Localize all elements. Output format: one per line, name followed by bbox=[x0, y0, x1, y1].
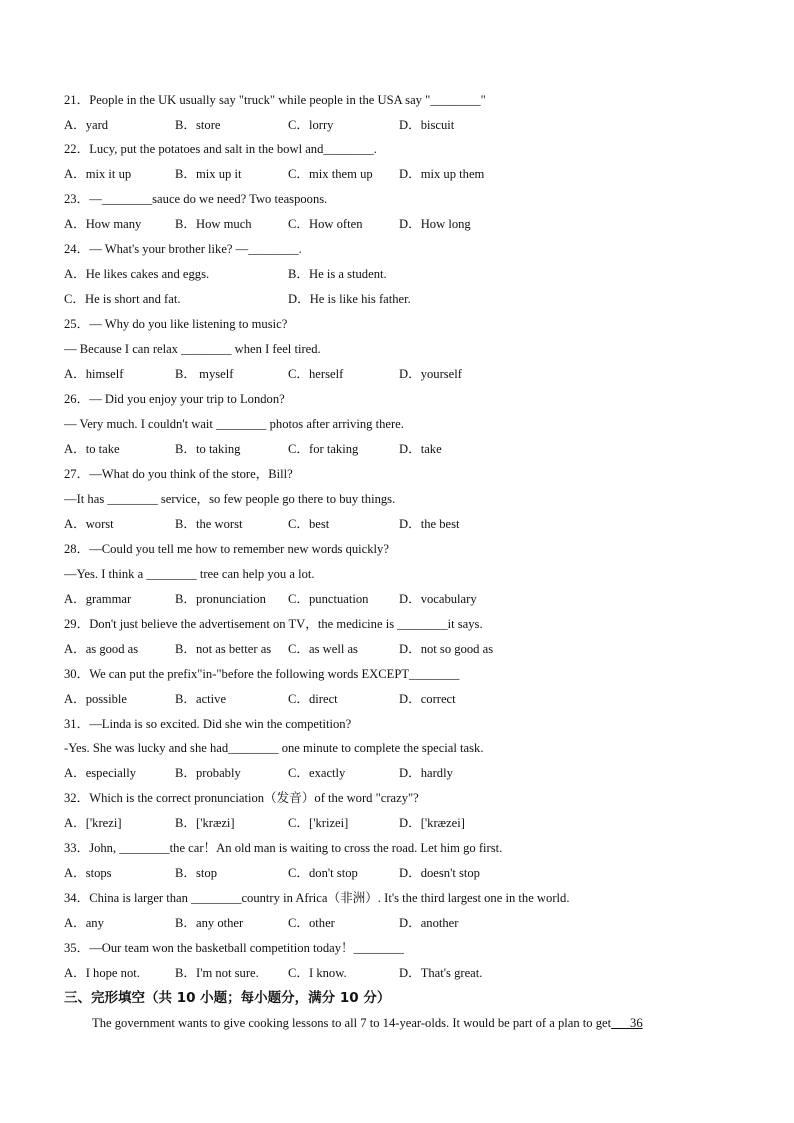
option-b: B．pronunciation bbox=[175, 592, 266, 606]
option-d: D．He is like his father. bbox=[288, 292, 411, 306]
option-d: D．not so good as bbox=[399, 642, 494, 656]
option-a: A．yard bbox=[64, 118, 109, 132]
option-d: D．yourself bbox=[399, 367, 462, 381]
question-response: — Very much. I couldn't wait ________ photos after arriving there. bbox=[64, 417, 404, 431]
question-stem: 24．— What's your brother like? —________. bbox=[64, 242, 302, 256]
option-b: B．He is a student. bbox=[288, 267, 387, 281]
option-a: A．as good as bbox=[64, 642, 139, 656]
option-d: D．correct bbox=[399, 692, 456, 706]
blank-number: 36 bbox=[630, 1016, 643, 1030]
option-b: B．mix up it bbox=[175, 167, 242, 181]
passage-paragraph bbox=[92, 1015, 643, 1031]
question-stem: 28．—Could you tell me how to remember new words quickly? bbox=[64, 542, 389, 556]
option-b: B．probably bbox=[175, 766, 241, 780]
option-b: B．active bbox=[175, 692, 227, 706]
option-c: C．How often bbox=[288, 217, 363, 231]
option-d: D．vocabulary bbox=[399, 592, 477, 606]
option-d: D．doesn't stop bbox=[399, 866, 480, 880]
option-d: D．['kræzei] bbox=[399, 816, 465, 830]
option-c: C．herself bbox=[288, 367, 344, 381]
option-b: B．I'm not sure. bbox=[175, 966, 259, 980]
option-c: C．direct bbox=[288, 692, 338, 706]
option-a: A．['krezi] bbox=[64, 816, 122, 830]
option-b: B．any other bbox=[175, 916, 244, 930]
question-stem: 22．Lucy, put the potatoes and salt in the bowl and________. bbox=[64, 142, 377, 156]
option-d: D．the best bbox=[399, 517, 460, 531]
option-c: C．as well as bbox=[288, 642, 358, 656]
question-stem: 25．— Why do you like listening to music? bbox=[64, 317, 288, 331]
question-stem: 23．—________sauce do we need? Two teaspoons. bbox=[64, 192, 328, 206]
option-c: C．other bbox=[288, 916, 335, 930]
option-b: B．store bbox=[175, 118, 221, 132]
option-d: D．How long bbox=[399, 217, 471, 231]
question-response: —Yes. I think a ________ tree can help you a lot. bbox=[64, 567, 315, 581]
option-b: B．to taking bbox=[175, 442, 241, 456]
question-stem: 29．Don't just believe the advertisement on TV，the medicine is ________it says. bbox=[64, 617, 483, 631]
option-c: C．punctuation bbox=[288, 592, 369, 606]
option-c: C．He is short and fat. bbox=[64, 292, 181, 306]
option-a: A．especially bbox=[64, 766, 137, 780]
option-d: D．another bbox=[399, 916, 459, 930]
option-b: B．the worst bbox=[175, 517, 243, 531]
option-b: B．How much bbox=[175, 217, 252, 231]
question-stem: 31．—Linda is so excited. Did she win the competition? bbox=[64, 717, 352, 731]
option-c: C．best bbox=[288, 517, 330, 531]
question-response: -Yes. She was lucky and she had________ one minute to complete the special task. bbox=[64, 741, 484, 755]
option-a: A．mix it up bbox=[64, 167, 132, 181]
passage-blank bbox=[611, 1016, 642, 1030]
question-stem: 34．China is larger than ________country in Africa（非洲）. It's the third largest one in the world. bbox=[64, 891, 570, 905]
passage-text: The government wants to give cooking lessons to all 7 to 14-year-olds. It would be part of a plan to get bbox=[92, 1016, 612, 1030]
question-response: —It has ________ service，so few people go there to buy things. bbox=[64, 492, 396, 506]
option-b: B． myself bbox=[175, 367, 234, 381]
option-d: D．biscuit bbox=[399, 118, 455, 132]
option-c: C．exactly bbox=[288, 766, 346, 780]
option-b: B．not as better as bbox=[175, 642, 272, 656]
option-c: C．lorry bbox=[288, 118, 334, 132]
option-b: B．['kræzi] bbox=[175, 816, 235, 830]
option-c: C．['krizei] bbox=[288, 816, 349, 830]
option-a: A．I hope not. bbox=[64, 966, 140, 980]
option-a: A．How many bbox=[64, 217, 142, 231]
option-a: A．himself bbox=[64, 367, 124, 381]
option-c: C．don't stop bbox=[288, 866, 358, 880]
option-b: B．stop bbox=[175, 866, 217, 880]
question-stem: 26．— Did you enjoy your trip to London? bbox=[64, 392, 285, 406]
option-d: D．take bbox=[399, 442, 442, 456]
option-c: C．I know. bbox=[288, 966, 347, 980]
option-a: A．any bbox=[64, 916, 104, 930]
question-stem: 21．People in the UK usually say "truck" while people in the USA say "________" bbox=[64, 93, 486, 107]
question-stem: 30．We can put the prefix"in-"before the following words EXCEPT________ bbox=[64, 667, 460, 681]
option-a: A．grammar bbox=[64, 592, 132, 606]
option-d: D．mix up them bbox=[399, 167, 485, 181]
question-stem: 27．—What do you think of the store，Bill? bbox=[64, 467, 293, 481]
option-d: D．hardly bbox=[399, 766, 453, 780]
question-response: — Because I can relax ________ when I feel tired. bbox=[64, 342, 321, 356]
option-a: A．possible bbox=[64, 692, 127, 706]
option-a: A．stops bbox=[64, 866, 112, 880]
option-c: C．for taking bbox=[288, 442, 359, 456]
option-a: A．He likes cakes and eggs. bbox=[64, 267, 210, 281]
option-a: A．to take bbox=[64, 442, 120, 456]
option-c: C．mix them up bbox=[288, 167, 373, 181]
question-stem: 32．Which is the correct pronunciation（发音）of the word "crazy"? bbox=[64, 791, 419, 805]
section-heading: 三、完形填空（共 10 小题；每小题分，满分 10 分） bbox=[64, 990, 391, 1006]
question-stem: 33．John, ________the car！An old man is waiting to cross the road. Let him go first. bbox=[64, 841, 503, 855]
option-d: D．That's great. bbox=[399, 966, 483, 980]
question-stem: 35．—Our team won the basketball competition today！________ bbox=[64, 941, 404, 955]
option-a: A．worst bbox=[64, 517, 114, 531]
